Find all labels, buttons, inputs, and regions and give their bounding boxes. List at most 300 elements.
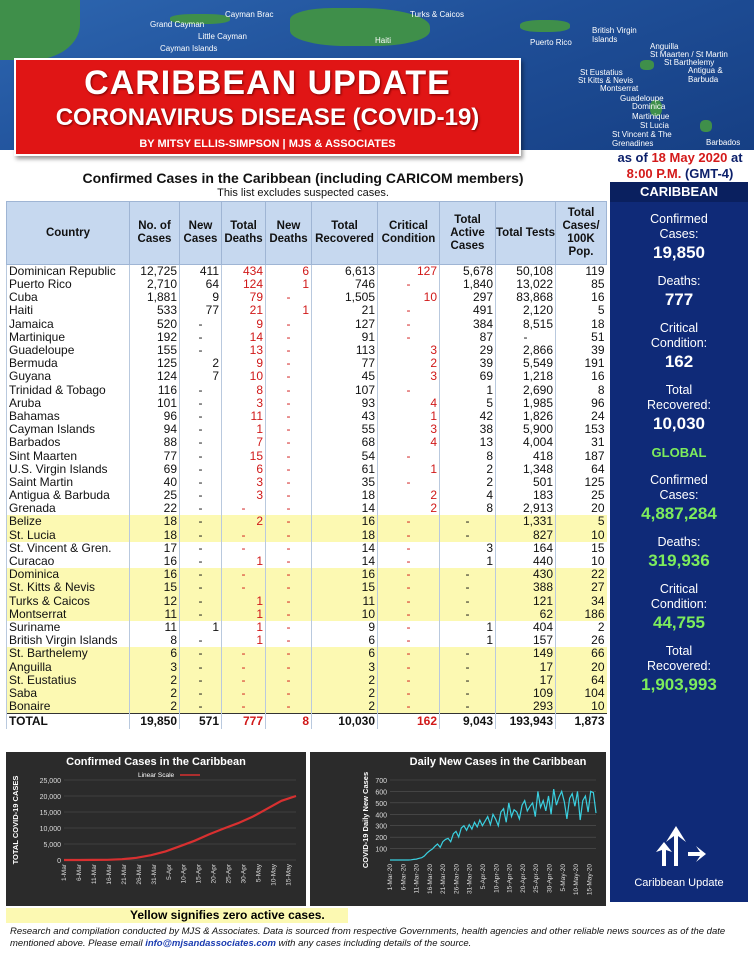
value-cell: 1 xyxy=(180,621,222,634)
country-cell: St. Barthelemy xyxy=(7,647,130,660)
value-cell: 27 xyxy=(556,581,607,594)
value-cell: 93 xyxy=(312,397,378,410)
value-cell: 2 xyxy=(440,463,496,476)
value-cell: 38 xyxy=(440,423,496,436)
value-cell: - xyxy=(266,647,312,660)
value-cell: 2 xyxy=(130,700,180,714)
table-row xyxy=(7,436,607,449)
value-cell: 119 xyxy=(556,265,607,279)
value-cell: - xyxy=(180,595,222,608)
arrows-logo-icon xyxy=(652,822,706,868)
value-cell: 2 xyxy=(312,700,378,714)
value-cell: - xyxy=(378,581,440,594)
total-cell: 8 xyxy=(266,714,312,729)
value-cell: 1 xyxy=(440,555,496,568)
value-cell: 8 xyxy=(440,502,496,515)
country-cell: Jamaica xyxy=(7,318,130,331)
value-cell: - xyxy=(378,687,440,700)
footer-note xyxy=(10,926,750,950)
country-cell: St. Kitts & Nevis xyxy=(7,581,130,594)
table-row xyxy=(7,410,607,423)
x-tick-label: 20-Apr xyxy=(210,864,218,884)
footer-email[interactable]: info@mjsandassociates.com xyxy=(145,938,276,949)
country-cell: Saint Martin xyxy=(7,476,130,489)
value-cell: - xyxy=(378,634,440,647)
value-cell: - xyxy=(180,463,222,476)
value-cell: 77 xyxy=(312,357,378,370)
stat-value: 10,030 xyxy=(653,414,705,433)
value-cell: 1 xyxy=(378,463,440,476)
country-cell: St. Lucia xyxy=(7,529,130,542)
value-cell: 191 xyxy=(556,357,607,370)
value-cell: 2,866 xyxy=(496,344,556,357)
x-tick-label: 1-Mar-20 xyxy=(387,864,394,891)
country-cell: Martinique xyxy=(7,331,130,344)
x-tick-label: 31-Mar xyxy=(150,864,158,885)
value-cell: 4,004 xyxy=(496,436,556,449)
summary-stat xyxy=(610,582,748,634)
column-header: Total Deaths xyxy=(222,202,266,265)
value-cell: 746 xyxy=(312,278,378,291)
column-header: Total Cases/ 100K Pop. xyxy=(556,202,607,265)
value-cell: - xyxy=(378,384,440,397)
value-cell: 11 xyxy=(130,608,180,621)
table-row xyxy=(7,423,607,436)
value-cell: 2 xyxy=(130,687,180,700)
value-cell: - xyxy=(378,318,440,331)
value-cell: - xyxy=(180,410,222,423)
map-label: Montserrat xyxy=(600,84,639,93)
value-cell: 2 xyxy=(440,476,496,489)
value-cell: - xyxy=(496,331,556,344)
x-tick-label: 10-Apr xyxy=(180,864,188,884)
value-cell: 1 xyxy=(266,278,312,291)
value-cell: 66 xyxy=(556,647,607,660)
table-row xyxy=(7,291,607,304)
value-cell: 2 xyxy=(130,674,180,687)
value-cell: 1 xyxy=(378,410,440,423)
country-cell: St. Eustatius xyxy=(7,674,130,687)
value-cell: 14 xyxy=(312,502,378,515)
table-row xyxy=(7,384,607,397)
value-cell: - xyxy=(222,568,266,581)
table-row xyxy=(7,700,607,714)
value-cell: 64 xyxy=(556,463,607,476)
value-cell: 15 xyxy=(130,581,180,594)
value-cell: - xyxy=(378,595,440,608)
value-cell: 1 xyxy=(440,634,496,647)
legend-label: Linear Scale xyxy=(138,772,175,779)
daily-cases-chart xyxy=(310,752,606,906)
stat-label: Cases: xyxy=(659,227,699,241)
value-cell: 418 xyxy=(496,449,556,462)
table-row xyxy=(7,634,607,647)
caribbean-update-logo xyxy=(610,822,748,889)
value-cell: 10 xyxy=(556,529,607,542)
value-cell: 3 xyxy=(222,397,266,410)
value-cell: - xyxy=(378,608,440,621)
value-cell: 9 xyxy=(312,621,378,634)
value-cell: - xyxy=(266,344,312,357)
summary-stat xyxy=(610,473,748,525)
stat-label: Confirmed xyxy=(650,473,708,487)
x-tick-label: 31-Mar-20 xyxy=(466,864,474,894)
value-cell: 22 xyxy=(556,568,607,581)
value-cell: - xyxy=(180,397,222,410)
table-row xyxy=(7,489,607,502)
y-axis-label: COVID-19 Daily New Cases xyxy=(361,771,370,869)
yellow-swatch xyxy=(6,908,128,923)
table-row xyxy=(7,542,607,555)
value-cell: - xyxy=(180,700,222,714)
chart-title: Confirmed Cases in the Caribbean xyxy=(66,756,246,768)
country-cell: British Virgin Islands xyxy=(7,634,130,647)
value-cell: 69 xyxy=(440,370,496,383)
country-cell: Antigua & Barbuda xyxy=(7,489,130,502)
value-cell: - xyxy=(266,674,312,687)
value-cell: 14 xyxy=(312,555,378,568)
value-cell: - xyxy=(266,357,312,370)
x-tick-label: 15-May xyxy=(285,864,293,886)
total-cell: 571 xyxy=(180,714,222,729)
asof-date: 18 May 2020 xyxy=(651,150,728,165)
value-cell: 15 xyxy=(222,449,266,462)
value-cell: 430 xyxy=(496,568,556,581)
summary-stat xyxy=(610,644,748,696)
map-label: St Vincent & The Grenadines xyxy=(612,130,672,148)
value-cell: - xyxy=(266,436,312,449)
value-cell: 183 xyxy=(496,489,556,502)
value-cell: 1 xyxy=(222,621,266,634)
stat-label: Confirmed xyxy=(650,212,708,226)
value-cell: 8 xyxy=(222,384,266,397)
value-cell: - xyxy=(266,331,312,344)
x-tick-label: 30-Apr xyxy=(240,864,248,884)
table-row xyxy=(7,265,607,279)
value-cell: 20 xyxy=(556,660,607,673)
banner-title: CARIBBEAN UPDATE xyxy=(84,64,451,102)
value-cell: - xyxy=(180,568,222,581)
value-cell: 491 xyxy=(440,304,496,317)
value-cell: 1 xyxy=(440,621,496,634)
x-tick-label: 15-May-20 xyxy=(586,864,594,896)
value-cell: - xyxy=(222,529,266,542)
value-cell: 8 xyxy=(130,634,180,647)
value-cell: 18 xyxy=(130,515,180,528)
map-label: Puerto Rico xyxy=(530,38,572,47)
column-header: New Deaths xyxy=(266,202,312,265)
value-cell: 109 xyxy=(496,687,556,700)
map-label: St Barthelemy xyxy=(664,58,715,67)
value-cell: 1 xyxy=(440,384,496,397)
value-cell: 50,108 xyxy=(496,265,556,279)
summary-stat xyxy=(610,383,748,435)
value-cell: 51 xyxy=(556,331,607,344)
total-cell: 162 xyxy=(378,714,440,729)
value-cell: - xyxy=(222,700,266,714)
x-tick-label: 16-Mar xyxy=(105,864,113,885)
banner-subtitle: CORONAVIRUS DISEASE (COVID-19) xyxy=(55,104,480,131)
value-cell: 2 xyxy=(180,357,222,370)
value-cell: 16 xyxy=(312,515,378,528)
value-cell: 1,505 xyxy=(312,291,378,304)
value-cell: - xyxy=(266,318,312,331)
value-cell: 8,515 xyxy=(496,318,556,331)
value-cell: 3 xyxy=(378,344,440,357)
value-cell: - xyxy=(440,515,496,528)
country-cell: U.S. Virgin Islands xyxy=(7,463,130,476)
y-tick-label: 500 xyxy=(375,800,387,808)
value-cell: 96 xyxy=(130,410,180,423)
map-label: Antigua & Barbuda xyxy=(688,66,723,84)
y-tick-label: 200 xyxy=(375,835,387,843)
value-cell: 11 xyxy=(222,410,266,423)
country-cell: Puerto Rico xyxy=(7,278,130,291)
country-cell: Bonaire xyxy=(7,700,130,714)
value-cell: 5 xyxy=(556,304,607,317)
x-tick-label: 1-Mar xyxy=(61,864,68,881)
stat-value: 4,887,284 xyxy=(641,504,717,523)
table-row xyxy=(7,502,607,515)
value-cell: - xyxy=(266,555,312,568)
x-tick-label: 15-Apr-20 xyxy=(506,864,514,893)
value-cell: 6,613 xyxy=(312,265,378,279)
total-label: TOTAL xyxy=(7,714,130,729)
summary-stat xyxy=(610,535,748,572)
value-cell: 124 xyxy=(130,370,180,383)
value-cell: 61 xyxy=(312,463,378,476)
value-cell: 96 xyxy=(556,397,607,410)
value-cell: 8 xyxy=(556,384,607,397)
x-tick-label: 21-Mar-20 xyxy=(440,864,448,894)
map-label: Haiti xyxy=(375,36,392,45)
table-row xyxy=(7,621,607,634)
value-cell: 293 xyxy=(496,700,556,714)
country-cell: Turks & Caicos xyxy=(7,595,130,608)
value-cell: 5,549 xyxy=(496,357,556,370)
value-cell: 10 xyxy=(556,700,607,714)
value-cell: - xyxy=(440,674,496,687)
value-cell: 87 xyxy=(440,331,496,344)
y-tick-label: 300 xyxy=(375,823,387,831)
value-cell: - xyxy=(222,581,266,594)
value-cell: - xyxy=(180,634,222,647)
table-row xyxy=(7,476,607,489)
value-cell: 43 xyxy=(312,410,378,423)
value-cell: 107 xyxy=(312,384,378,397)
value-cell: 192 xyxy=(130,331,180,344)
value-cell: - xyxy=(222,687,266,700)
value-cell: 3 xyxy=(130,660,180,673)
value-cell: 104 xyxy=(556,687,607,700)
value-cell: 6 xyxy=(222,463,266,476)
y-tick-label: 25,000 xyxy=(39,778,61,785)
value-cell: - xyxy=(266,423,312,436)
caribbean-title: CARIBBEAN xyxy=(610,182,748,202)
value-cell: 35 xyxy=(312,476,378,489)
value-cell: 26 xyxy=(556,634,607,647)
value-cell: 18 xyxy=(556,318,607,331)
value-cell: 39 xyxy=(556,344,607,357)
value-cell: 6 xyxy=(130,647,180,660)
value-cell: 2 xyxy=(556,621,607,634)
table-row xyxy=(7,463,607,476)
value-cell: - xyxy=(180,331,222,344)
table-row xyxy=(7,581,607,594)
column-header: Country xyxy=(7,202,130,265)
value-cell: 2 xyxy=(378,357,440,370)
x-tick-label: 5-May xyxy=(255,864,263,883)
y-tick-label: 600 xyxy=(375,789,387,797)
value-cell: 2,710 xyxy=(130,278,180,291)
total-cell: 1,873 xyxy=(556,714,607,729)
stat-label: Recovered: xyxy=(647,659,711,673)
value-cell: - xyxy=(222,660,266,673)
value-cell: - xyxy=(378,621,440,634)
table-row xyxy=(7,595,607,608)
column-header: New Cases xyxy=(180,202,222,265)
value-cell: 12 xyxy=(130,595,180,608)
value-cell: 1 xyxy=(222,423,266,436)
table-row xyxy=(7,449,607,462)
y-tick-label: 20,000 xyxy=(39,794,61,801)
x-tick-label: 26-Mar xyxy=(135,864,143,885)
map-label: Dominica xyxy=(632,102,666,111)
value-cell: 101 xyxy=(130,397,180,410)
total-cell: 777 xyxy=(222,714,266,729)
value-cell: 54 xyxy=(312,449,378,462)
value-cell: - xyxy=(378,304,440,317)
country-cell: Guadeloupe xyxy=(7,344,130,357)
value-cell: - xyxy=(266,700,312,714)
value-cell: 4 xyxy=(440,489,496,502)
value-cell: 24 xyxy=(556,410,607,423)
stat-label: Total xyxy=(665,383,693,397)
value-cell: 16 xyxy=(556,370,607,383)
logo-label: Caribbean Update xyxy=(634,877,724,889)
stat-value: 44,755 xyxy=(653,613,705,632)
value-cell: 520 xyxy=(130,318,180,331)
value-cell: 15 xyxy=(312,581,378,594)
value-cell: 14 xyxy=(222,331,266,344)
x-tick-label: 6-Mar xyxy=(75,864,83,881)
column-header: Critical Condition xyxy=(378,202,440,265)
value-cell: 77 xyxy=(180,304,222,317)
value-cell: 501 xyxy=(496,476,556,489)
cases-table xyxy=(6,201,607,729)
total-row xyxy=(7,714,607,729)
column-header: No. of Cases xyxy=(130,202,180,265)
value-cell: - xyxy=(266,502,312,515)
value-cell: 12,725 xyxy=(130,265,180,279)
value-cell: - xyxy=(266,568,312,581)
value-cell: 3 xyxy=(312,660,378,673)
column-header: Total Recovered xyxy=(312,202,378,265)
value-cell: 83,868 xyxy=(496,291,556,304)
value-cell: - xyxy=(266,370,312,383)
value-cell: 6 xyxy=(312,647,378,660)
value-cell: - xyxy=(266,410,312,423)
value-cell: - xyxy=(180,489,222,502)
value-cell: 11 xyxy=(130,621,180,634)
value-cell: - xyxy=(180,502,222,515)
stat-label: Critical xyxy=(659,582,699,596)
value-cell: 34 xyxy=(556,595,607,608)
y-tick-label: 400 xyxy=(375,812,387,820)
country-cell: Belize xyxy=(7,515,130,528)
value-cell: - xyxy=(180,318,222,331)
value-cell: 6 xyxy=(266,265,312,279)
map-label: St Lucia xyxy=(640,121,669,130)
value-cell: 186 xyxy=(556,608,607,621)
value-cell: 79 xyxy=(222,291,266,304)
value-cell: - xyxy=(266,687,312,700)
value-cell: 113 xyxy=(312,344,378,357)
value-cell: - xyxy=(266,529,312,542)
country-cell: Montserrat xyxy=(7,608,130,621)
table-row xyxy=(7,515,607,528)
stat-value: 319,936 xyxy=(648,551,710,570)
value-cell: 10 xyxy=(312,608,378,621)
value-cell: - xyxy=(266,463,312,476)
total-cell: 193,943 xyxy=(496,714,556,729)
value-cell: 1 xyxy=(222,595,266,608)
y-tick-label: 100 xyxy=(375,846,387,854)
value-cell: - xyxy=(180,687,222,700)
value-cell: 533 xyxy=(130,304,180,317)
table-row xyxy=(7,660,607,673)
value-cell: - xyxy=(180,581,222,594)
value-cell: 434 xyxy=(222,265,266,279)
total-cell: 9,043 xyxy=(440,714,496,729)
value-cell: 9 xyxy=(180,291,222,304)
stat-label: Recovered: xyxy=(647,398,711,412)
value-cell: 2 xyxy=(378,502,440,515)
stat-label: Condition: xyxy=(650,336,708,350)
value-cell: 7 xyxy=(180,370,222,383)
country-cell: Sint Maarten xyxy=(7,449,130,462)
value-cell: 1,840 xyxy=(440,278,496,291)
value-cell: 2,690 xyxy=(496,384,556,397)
value-cell: 121 xyxy=(496,595,556,608)
value-cell: 124 xyxy=(222,278,266,291)
table-row xyxy=(7,370,607,383)
value-cell: - xyxy=(266,581,312,594)
table-subtitle: This list excludes suspected cases. xyxy=(217,187,389,199)
value-cell: 1 xyxy=(222,555,266,568)
value-cell: 7 xyxy=(222,436,266,449)
value-cell: 3 xyxy=(222,476,266,489)
country-cell: St. Vincent & Gren. xyxy=(7,542,130,555)
value-cell: 22 xyxy=(130,502,180,515)
value-cell: 18 xyxy=(312,489,378,502)
x-tick-label: 5-Apr-20 xyxy=(480,864,488,890)
value-cell: - xyxy=(378,476,440,489)
value-cell: - xyxy=(440,595,496,608)
value-cell: 116 xyxy=(130,384,180,397)
value-cell: 127 xyxy=(378,265,440,279)
column-header: Total Active Cases xyxy=(440,202,496,265)
table-row xyxy=(7,278,607,291)
y-tick-label: 700 xyxy=(375,778,387,785)
value-cell: 10 xyxy=(378,291,440,304)
value-cell: - xyxy=(378,542,440,555)
map-label: Turks & Caicos xyxy=(410,10,464,19)
value-cell: 127 xyxy=(312,318,378,331)
value-cell: 153 xyxy=(556,423,607,436)
value-cell: - xyxy=(266,515,312,528)
map-label: St Eustatius xyxy=(580,68,623,77)
